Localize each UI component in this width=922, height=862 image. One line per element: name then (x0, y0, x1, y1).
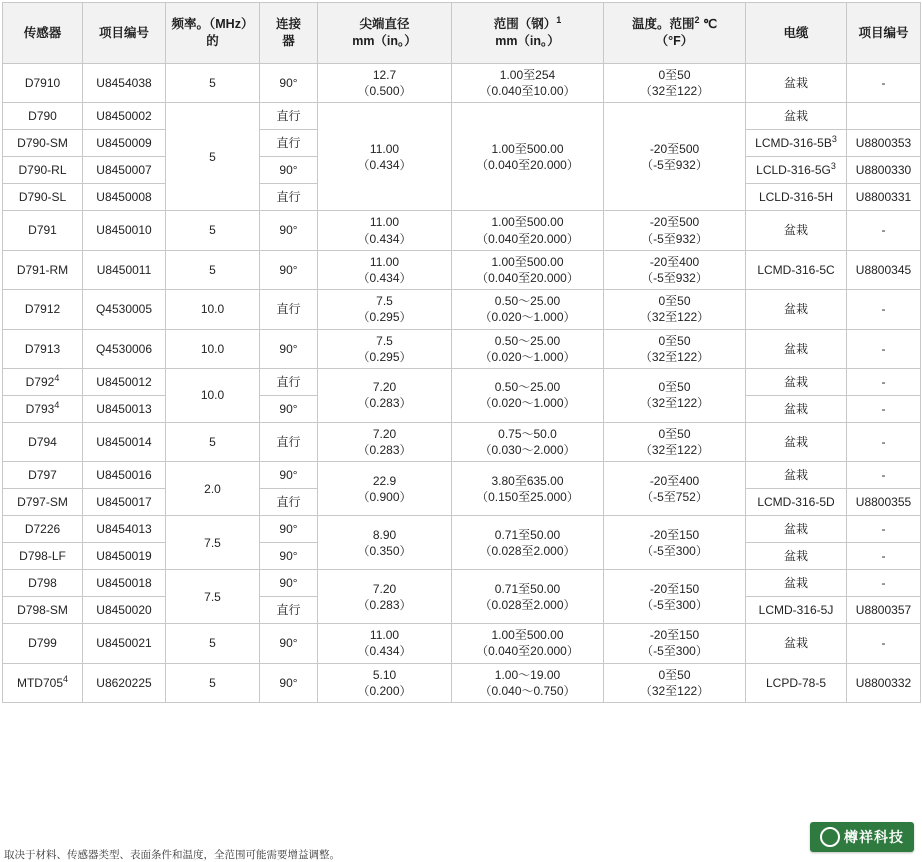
footnote-text: 取决于材料、传感器类型、表面条件和温度，全范围可能需要增益调整。 (4, 848, 340, 861)
column-header-sensor: 传感器 (3, 3, 83, 64)
range-inch: （0.040至20.000） (476, 231, 579, 246)
cell-cable: 盆栽 (746, 516, 847, 543)
cell-connector: 直行 (260, 184, 318, 211)
cell-temperature-range (604, 570, 746, 624)
cell-sensor: D790-SL (3, 184, 83, 211)
table-row (3, 250, 921, 289)
cell-sensor (3, 368, 83, 395)
cell-item-number: U8620225 (83, 663, 166, 702)
column-header-connector: 连接 器 (260, 3, 318, 64)
footnote-marker: 4 (54, 399, 60, 410)
tip-diameter-inch: （0.434） (357, 157, 412, 172)
tip-diameter-mm: 7.5 (376, 294, 393, 309)
tip-diameter-inch: （0.900） (357, 489, 412, 504)
cell-range-steel (452, 570, 604, 624)
cell-sensor: D791-RM (3, 250, 83, 289)
tip-diameter-inch: （0.200） (357, 683, 412, 698)
range-mm: 1.00至500.00 (491, 141, 564, 156)
cell-sensor: D797 (3, 462, 83, 489)
cell-cable: LCMD-316-5C (746, 250, 847, 289)
cell-cable: 盆栽 (746, 290, 847, 329)
cell-sensor: D794 (3, 422, 83, 461)
cell-cable-item-number: - (847, 368, 921, 395)
range-mm: 3.80至635.00 (491, 473, 564, 488)
footnote-marker: 4 (63, 673, 69, 684)
cell-item-number: U8450021 (83, 624, 166, 663)
cell-cable-item-number: - (847, 462, 921, 489)
cell-cable: LCMD-316-5J (746, 597, 847, 624)
cell-cable-item-number: U8800355 (847, 489, 921, 516)
cell-cable-item-number: U8800345 (847, 250, 921, 289)
cell-frequency: 10.0 (166, 290, 260, 329)
column-header-range-steel: 范围（钢）$^1$ mm（in。） (452, 3, 604, 64)
cell-frequency: 5 (166, 250, 260, 289)
cell-connector: 90° (260, 516, 318, 543)
cell-frequency: 5 (166, 64, 260, 103)
range-inch: （0.040至20.000） (476, 157, 579, 172)
cell-sensor: D7910 (3, 64, 83, 103)
range-mm: 1.00〜19.00 (494, 667, 561, 682)
cell-tip-diameter (318, 462, 452, 516)
table-row (3, 462, 921, 489)
cell-temperature-range (604, 462, 746, 516)
cell-cable (746, 130, 847, 157)
cell-sensor: D790 (3, 103, 83, 130)
cell-cable: 盆栽 (746, 462, 847, 489)
table-row (3, 570, 921, 597)
cell-range-steel (452, 211, 604, 250)
cell-item-number: U8454013 (83, 516, 166, 543)
temperature-fahrenheit: （-5至300） (641, 644, 708, 659)
cell-item-number: U8450010 (83, 211, 166, 250)
cell-cable-item-number: - (847, 543, 921, 570)
sensor-name: D792 (25, 374, 55, 389)
cell-item-number: U8450013 (83, 395, 166, 422)
cell-cable: LCPD-78-5 (746, 663, 847, 702)
cell-connector: 90° (260, 543, 318, 570)
cell-range-steel (452, 64, 604, 103)
cell-connector: 90° (260, 157, 318, 184)
cell-item-number: U8450012 (83, 368, 166, 395)
cell-item-number: U8450018 (83, 570, 166, 597)
column-header-tip-diameter: 尖端直径 mm（in。） (318, 3, 452, 64)
cell-connector: 直行 (260, 103, 318, 130)
cell-connector: 90° (260, 64, 318, 103)
cell-frequency: 10.0 (166, 329, 260, 368)
footnote-marker-1: 1 (556, 14, 562, 25)
cell-item-number: U8450008 (83, 184, 166, 211)
range-mm: 1.00至500.00 (491, 215, 564, 230)
cell-cable-item-number: - (847, 211, 921, 250)
cell-cable: 盆栽 (746, 422, 847, 461)
cell-temperature-range (604, 663, 746, 702)
cell-item-number: Q4530005 (83, 290, 166, 329)
cell-frequency: 5 (166, 663, 260, 702)
cell-item-number: U8450011 (83, 250, 166, 289)
cell-sensor: D790-RL (3, 157, 83, 184)
cell-temperature-range (604, 103, 746, 211)
sensor-specification-table (2, 2, 921, 703)
cell-tip-diameter (318, 290, 452, 329)
tip-diameter-mm: 12.7 (372, 68, 397, 82)
cell-sensor: D790-SM (3, 130, 83, 157)
table-header-row (3, 3, 921, 64)
temperature-celsius: 0至50 (658, 380, 691, 395)
range-mm: 1.00至500.00 (491, 254, 564, 269)
tip-diameter-inch: （0.295） (357, 349, 412, 364)
temperature-celsius: -20至500 (649, 215, 700, 230)
temperature-celsius: -20至500 (649, 141, 700, 156)
cell-connector: 90° (260, 462, 318, 489)
column-header-frequency: 频率。（MHz） 的 (166, 3, 260, 64)
range-inch: （0.028至2.000） (479, 543, 576, 558)
watermark-logo (810, 822, 914, 852)
cell-sensor: D797-SM (3, 489, 83, 516)
range-inch: （0.040至20.000） (476, 644, 579, 659)
table-row (3, 64, 921, 103)
temperature-celsius: -20至150 (649, 581, 700, 596)
cell-connector: 直行 (260, 597, 318, 624)
cell-cable: 盆栽 (746, 395, 847, 422)
cell-range-steel (452, 290, 604, 329)
cell-cable-item-number: - (847, 516, 921, 543)
cell-item-number: U8450007 (83, 157, 166, 184)
cell-sensor: D798 (3, 570, 83, 597)
cell-sensor: D799 (3, 624, 83, 663)
temperature-celsius: 0至50 (658, 426, 691, 441)
watermark-label: 樽祥科技 (844, 829, 904, 845)
table-row (3, 516, 921, 543)
cell-connector: 直行 (260, 290, 318, 329)
range-mm: 1.00至500.00 (491, 628, 564, 643)
cell-tip-diameter (318, 64, 452, 103)
temperature-fahrenheit: （32至122） (639, 310, 710, 325)
cell-cable-item-number: U8800357 (847, 597, 921, 624)
cell-sensor: D798-SM (3, 597, 83, 624)
tip-diameter-mm: 11.00 (369, 254, 400, 269)
cell-cable-item-number: U8800331 (847, 184, 921, 211)
tip-diameter-inch: （0.283） (357, 443, 412, 458)
tip-diameter-mm: 11.00 (369, 141, 400, 156)
cell-tip-diameter (318, 329, 452, 368)
tip-diameter-inch: （0.434） (357, 270, 412, 285)
cell-cable: 盆栽 (746, 329, 847, 368)
tip-diameter-inch: （0.350） (357, 543, 412, 558)
temperature-fahrenheit: （-5至752） (641, 489, 708, 504)
temperature-celsius: -20至150 (649, 527, 700, 542)
cell-range-steel (452, 103, 604, 211)
cell-cable: 盆栽 (746, 103, 847, 130)
cell-connector: 90° (260, 250, 318, 289)
cell-range-steel (452, 329, 604, 368)
table-row (3, 624, 921, 663)
cell-cable-item-number: - (847, 624, 921, 663)
table-row (3, 663, 921, 702)
cell-cable-item-number: - (847, 64, 921, 103)
temperature-celsius: -20至150 (649, 628, 700, 643)
cell-item-number: Q4530006 (83, 329, 166, 368)
cell-sensor: D798-LF (3, 543, 83, 570)
temperature-fahrenheit: （-5至932） (641, 157, 708, 172)
cell-connector: 直行 (260, 422, 318, 461)
temperature-celsius: 0至50 (658, 68, 691, 82)
range-mm: 1.00至254 (499, 68, 556, 82)
cell-tip-diameter (318, 663, 452, 702)
range-mm: 0.75〜50.0 (498, 426, 557, 441)
cell-cable: 盆栽 (746, 211, 847, 250)
tip-diameter-mm: 7.20 (372, 426, 397, 441)
cell-connector: 90° (260, 570, 318, 597)
cell-tip-diameter (318, 624, 452, 663)
temperature-celsius: -20至400 (649, 473, 700, 488)
cell-range-steel (452, 250, 604, 289)
tip-diameter-mm: 7.20 (372, 380, 397, 395)
cell-cable: 盆栽 (746, 624, 847, 663)
cell-item-number: U8454038 (83, 64, 166, 103)
cell-cable-item-number: - (847, 395, 921, 422)
tip-diameter-inch: （0.283） (357, 597, 412, 612)
tip-diameter-inch: （0.434） (357, 644, 412, 659)
tip-diameter-mm: 11.00 (369, 628, 400, 643)
table-body (3, 64, 921, 703)
cell-connector: 90° (260, 624, 318, 663)
table-header (3, 3, 921, 64)
table-row (3, 422, 921, 461)
cell-cable-item-number: U8800330 (847, 157, 921, 184)
cell-item-number: U8450020 (83, 597, 166, 624)
cell-temperature-range (604, 290, 746, 329)
cell-frequency: 7.5 (166, 516, 260, 570)
temperature-fahrenheit: （32至122） (639, 443, 710, 458)
range-inch: （0.020〜1.000） (479, 310, 576, 325)
cell-sensor: D7912 (3, 290, 83, 329)
range-inch: （0.030〜2.000） (479, 443, 576, 458)
tip-diameter-mm: 7.5 (376, 333, 393, 348)
temperature-fahrenheit: （32至122） (639, 84, 710, 99)
range-inch: （0.040至10.00） (479, 84, 576, 99)
cell-item-number: U8450019 (83, 543, 166, 570)
cell-cable: 盆栽 (746, 543, 847, 570)
table-row (3, 329, 921, 368)
cable-name: LCMD-316-5B (755, 136, 832, 151)
tip-diameter-mm: 22.9 (372, 473, 397, 488)
temperature-celsius: -20至400 (649, 254, 700, 269)
tip-diameter-mm: 11.00 (369, 215, 400, 230)
cell-connector: 直行 (260, 130, 318, 157)
range-inch: （0.020〜1.000） (479, 349, 576, 364)
cell-range-steel (452, 624, 604, 663)
cell-cable-item-number: - (847, 422, 921, 461)
footnote-marker: 4 (54, 372, 60, 383)
table-row (3, 103, 921, 130)
cell-cable: 盆栽 (746, 368, 847, 395)
cell-item-number: U8450017 (83, 489, 166, 516)
sensor-name: MTD705 (16, 675, 63, 690)
cell-sensor: D7226 (3, 516, 83, 543)
table-row (3, 368, 921, 395)
table-row (3, 290, 921, 329)
cell-tip-diameter (318, 368, 452, 422)
cell-item-number: U8450016 (83, 462, 166, 489)
cell-cable: 盆栽 (746, 570, 847, 597)
cell-temperature-range (604, 211, 746, 250)
cell-connector: 直行 (260, 489, 318, 516)
cell-cable-item-number: U8800332 (847, 663, 921, 702)
cell-sensor (3, 395, 83, 422)
cell-frequency: 2.0 (166, 462, 260, 516)
column-header-temperature-range: 温度。范围$^2$ ℃ （°F） (604, 3, 746, 64)
temperature-fahrenheit: （-5至932） (641, 270, 708, 285)
cell-range-steel (452, 368, 604, 422)
cell-connector: 90° (260, 663, 318, 702)
cell-frequency: 10.0 (166, 368, 260, 422)
tip-diameter-inch: （0.283） (357, 396, 412, 411)
cell-range-steel (452, 462, 604, 516)
temperature-celsius: 0至50 (658, 294, 691, 309)
cell-frequency: 5 (166, 624, 260, 663)
cell-item-number: U8450009 (83, 130, 166, 157)
cell-cable-item-number: - (847, 570, 921, 597)
cell-tip-diameter (318, 250, 452, 289)
cell-tip-diameter (318, 570, 452, 624)
cell-cable-item-number: U8800353 (847, 130, 921, 157)
cell-frequency: 5 (166, 103, 260, 211)
cell-cable: 盆栽 (746, 64, 847, 103)
cell-cable-item-number (847, 103, 921, 130)
cell-cable (746, 157, 847, 184)
cell-sensor (3, 663, 83, 702)
footnote-marker-2: 2 (694, 14, 700, 25)
cell-sensor: D791 (3, 211, 83, 250)
cell-frequency: 5 (166, 422, 260, 461)
cell-range-steel (452, 422, 604, 461)
table-row (3, 211, 921, 250)
footnote-marker: 3 (831, 134, 837, 145)
spec-sheet (0, 2, 922, 862)
tip-diameter-mm: 5.10 (372, 667, 397, 682)
tip-diameter-mm: 7.20 (372, 581, 397, 596)
cell-temperature-range (604, 422, 746, 461)
cell-connector: 90° (260, 395, 318, 422)
range-mm: 0.50〜25.00 (494, 333, 561, 348)
tip-diameter-inch: （0.434） (357, 231, 412, 246)
logo-circle-icon (820, 827, 840, 847)
temperature-fahrenheit: （-5至300） (641, 543, 708, 558)
range-mm: 0.50〜25.00 (494, 380, 561, 395)
cell-temperature-range (604, 516, 746, 570)
cell-connector: 90° (260, 211, 318, 250)
cell-cable-item-number: - (847, 329, 921, 368)
range-inch: （0.020〜1.000） (479, 396, 576, 411)
cell-frequency: 7.5 (166, 570, 260, 624)
temperature-fahrenheit: （32至122） (639, 683, 710, 698)
temperature-fahrenheit: （32至122） (639, 349, 710, 364)
cell-tip-diameter (318, 103, 452, 211)
temperature-fahrenheit: （-5至932） (641, 231, 708, 246)
range-mm: 0.50〜25.00 (494, 294, 561, 309)
range-mm: 0.71至50.00 (494, 581, 561, 596)
range-inch: （0.150至25.000） (476, 489, 579, 504)
cell-item-number: U8450014 (83, 422, 166, 461)
range-mm: 0.71至50.00 (494, 527, 561, 542)
cable-name: LCLD-316-5G (756, 163, 831, 178)
cell-item-number: U8450002 (83, 103, 166, 130)
cell-sensor: D7913 (3, 329, 83, 368)
cell-tip-diameter (318, 422, 452, 461)
cell-temperature-range (604, 329, 746, 368)
cell-frequency: 5 (166, 211, 260, 250)
temperature-fahrenheit: （32至122） (639, 396, 710, 411)
column-header-cable: 电缆 (746, 3, 847, 64)
range-inch: （0.028至2.000） (479, 597, 576, 612)
cell-range-steel (452, 663, 604, 702)
cell-temperature-range (604, 64, 746, 103)
cell-cable: LCMD-316-5D (746, 489, 847, 516)
cell-temperature-range (604, 624, 746, 663)
tip-diameter-inch: （0.295） (357, 310, 412, 325)
cell-tip-diameter (318, 516, 452, 570)
cell-connector: 90° (260, 329, 318, 368)
cell-temperature-range (604, 368, 746, 422)
cell-connector: 直行 (260, 368, 318, 395)
temperature-celsius: 0至50 (658, 667, 691, 682)
range-inch: （0.040至20.000） (476, 270, 579, 285)
column-header-cable-item-number: 项目编号 (847, 3, 921, 64)
cell-range-steel (452, 516, 604, 570)
temperature-celsius: 0至50 (658, 333, 691, 348)
tip-diameter-mm: 8.90 (372, 527, 397, 542)
tip-diameter-inch: （0.500） (357, 84, 412, 99)
sensor-name: D793 (25, 401, 55, 416)
range-inch: （0.040〜0.750） (479, 683, 576, 698)
column-header-item-number: 项目编号 (83, 3, 166, 64)
cell-temperature-range (604, 250, 746, 289)
temperature-fahrenheit: （-5至300） (641, 597, 708, 612)
cell-cable-item-number: - (847, 290, 921, 329)
footnote-marker: 3 (830, 161, 836, 172)
cell-cable: LCLD-316-5H (746, 184, 847, 211)
cell-tip-diameter (318, 211, 452, 250)
